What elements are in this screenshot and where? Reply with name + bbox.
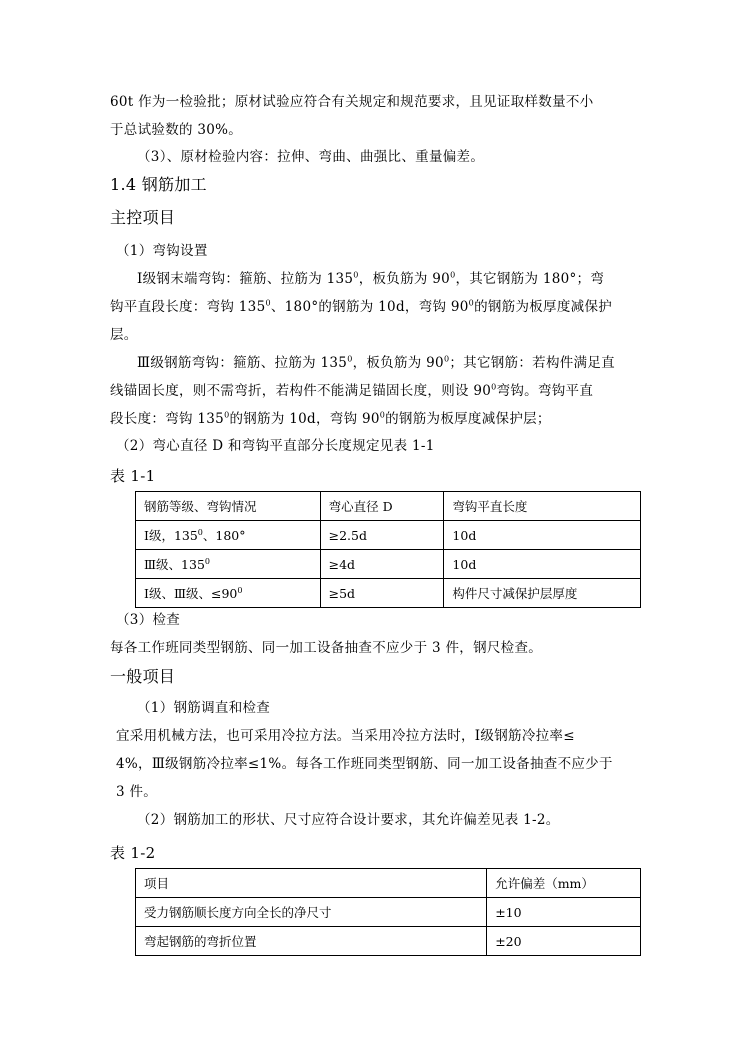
table-header-cell: 项目 xyxy=(136,869,487,898)
table-cell: ±20 xyxy=(487,927,641,956)
table-cell: ±10 xyxy=(487,898,641,927)
table-cell: 构件尺寸减保护层厚度 xyxy=(444,579,641,608)
item-bend-diameter: （2）弯心直径 D 和弯钩平直部分长度规定见表 1-1 xyxy=(116,438,435,454)
paragraph-grade1-hooks: Ⅰ级钢末端弯钩：箍筋、拉筋为 $135^0$，板负筋为 $90^0$，其它钢筋为 180°；弯 钩平直段长度：弯钩 $135^0$、180°的钢筋为 10d，弯钩 $90^0$的钢筋为板厚度减保护 层。 xyxy=(110,270,613,343)
paragraph-check-rule: 每各工作班同类型钢筋、同一加工设备抽查不应少于 3 件，钢尺检查。 xyxy=(110,640,543,656)
table-header-row xyxy=(136,492,641,521)
table-header-cell: 弯钩平直长度 xyxy=(444,492,641,521)
paragraph-tolerance: （2）钢筋加工的形状、尺寸应符合设计要求，其允许偏差见表 1-2。 xyxy=(137,812,560,828)
heading-general-items: 一般项目 xyxy=(110,667,176,686)
item-straightening: （1）钢筋调直和检查 xyxy=(137,700,271,716)
table-header-cell: 钢筋等级、弯钩情况 xyxy=(136,492,321,521)
table-cell: 10d xyxy=(444,550,641,579)
item-hook-setting: （1）弯钩设置 xyxy=(116,243,208,259)
table-cell: 受力钢筋顺长度方向全长的净尺寸 xyxy=(136,898,487,927)
paragraph-straightening-method: 宜采用机械方法，也可采用冷拉方法。当采用冷拉方法时，Ⅰ级钢筋冷拉率≤ 4%，Ⅲ级钢筋冷拉率≤1%。每各工作班同类型钢筋、同一加工设备抽查不应少于 3 件。 xyxy=(116,728,613,800)
paragraph-sampling: 60t 作为一检验批；原材试验应符合有关规定和规范要求，且见证取样数量不小 于总试验数的 30%。 xyxy=(110,94,594,138)
table-cell: ≥4d xyxy=(320,550,444,579)
table-cell: 10d xyxy=(444,521,641,550)
table-2 xyxy=(135,868,641,956)
table-cell: ≥5d xyxy=(320,579,444,608)
table1-caption: 表 1-1 xyxy=(110,467,156,485)
table-row xyxy=(136,898,641,927)
paragraph-grade3-hooks: Ⅲ级钢筋弯钩：箍筋、拉筋为 $135^0$，板负筋为 $90^0$；其它钢筋：若构件满足直 线锚固长度，则不需弯折，若构件不能满足锚固长度，则设 $90^0$弯钩。弯钩平直 段长度：弯钩 $135^0$的钢筋为 10d，弯钩 $90^0$的钢筋为板厚度减保护层； xyxy=(110,354,615,427)
table-header-cell: 弯心直径 D xyxy=(320,492,444,521)
table-row xyxy=(136,550,641,579)
table-cell: 弯起钢筋的弯折位置 xyxy=(136,927,487,956)
table2-caption: 表 1-2 xyxy=(110,844,156,862)
table-1 xyxy=(135,491,641,608)
table-row xyxy=(136,579,641,608)
table-cell: ≥2.5d xyxy=(320,521,444,550)
table-row xyxy=(136,927,641,956)
table-header-cell: 允许偏差（mm） xyxy=(487,869,641,898)
item-check: （3）检查 xyxy=(116,612,181,628)
section-heading-rebar-processing: 1.4 钢筋加工 xyxy=(110,175,207,194)
table-cell: Ⅲ级、$135^0$ xyxy=(136,550,321,579)
paragraph-inspection-content: （3）、原材检验内容：拉伸、弯曲、曲强比、重量偏差。 xyxy=(137,149,485,165)
table-row xyxy=(136,521,641,550)
table-cell: Ⅰ级，$135^0$、180° xyxy=(136,521,321,550)
table-header-row xyxy=(136,869,641,898)
table-cell: Ⅰ级、Ⅲ级、$\le 90^0$ xyxy=(136,579,321,608)
heading-main-items: 主控项目 xyxy=(110,208,176,227)
